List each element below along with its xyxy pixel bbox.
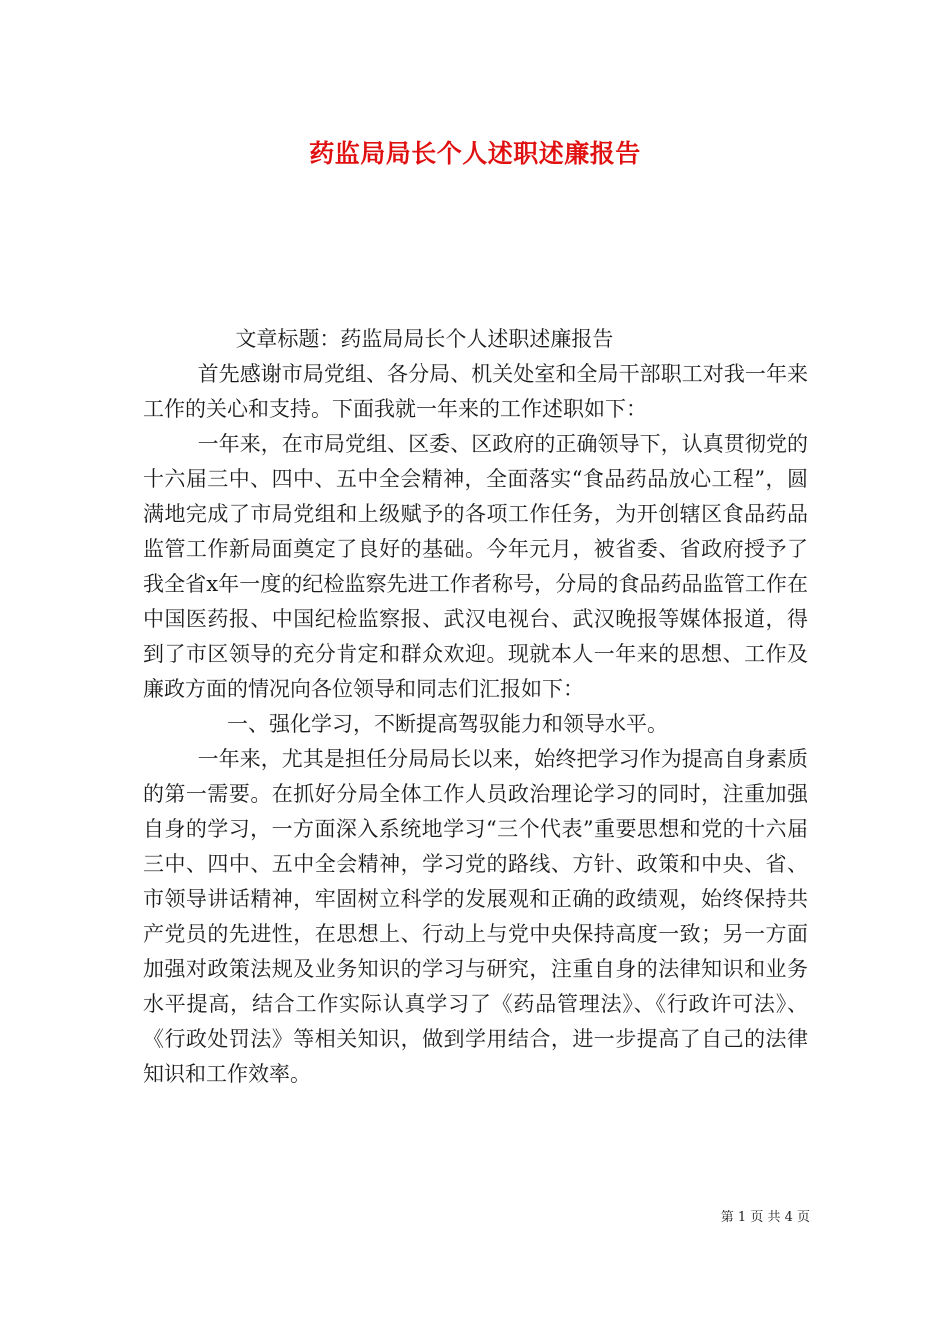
section-heading-1: 一、强化学习，不断提高驾驭能力和领导水平。: [227, 712, 668, 736]
paragraph-summary: 一年来，在市局党组、区委、区政府的正确领导下，认真贯彻党的十六届三中、四中、五中全会精神，全面落实“食品药品放心工程”，圆满地完成了市局党组和上级赋予的各项工作任务，为开创辖区食品药品监管工作新局面奠定了良好的基础。今年元月，被省委、省政府授予了我全省x年一度的纪检监察先进工作者称号，分局的食品药品监管工作在中国医药报、中国纪检监察报、武汉电视台、武汉晚报等媒体报道，得到了市区领导的充分肯定和群众欢迎。现就本人一年来的思想、工作及廉政方面的情况向各位领导和同志们汇报如下：: [143, 432, 808, 701]
page-number: 第 1 页 共 4 页: [720, 1210, 810, 1225]
paragraph-study: 一年来，尤其是担任分局局长以来，始终把学习作为提高自身素质的第一需要。在抓好分局全体工作人员政治理论学习的同时，注重加强自身的学习，一方面深入系统地学习“三个代表”重要思想和党的十六届三中、四中、五中全会精神，学习党的路线、方针、政策和中央、省、市领导讲话精神，牢固树立科学的发展观和正确的政绩观，始终保持共产党员的先进性，在思想上、行动上与党中央保持高度一致；另一方面加强对政策法规及业务知识的学习与研究，注重自身的法律知识和业务水平提高，结合工作实际认真学习了《药品管理法》、《行政许可法》、《行政处罚法》等相关知识，做到学用结合，进一步提高了自己的法律知识和工作效率。: [143, 747, 808, 1086]
document-title: 药监局局长个人述职述廉报告: [309, 139, 641, 168]
document-body: [143, 322, 808, 1092]
paragraph-intro: 首先感谢市局党组、各分局、机关处室和全局干部职工对我一年来工作的关心和支持。下面我就一年来的工作述职如下：: [143, 362, 808, 421]
article-title-line: 文章标题：药监局局长个人述职述廉报告: [235, 327, 614, 351]
